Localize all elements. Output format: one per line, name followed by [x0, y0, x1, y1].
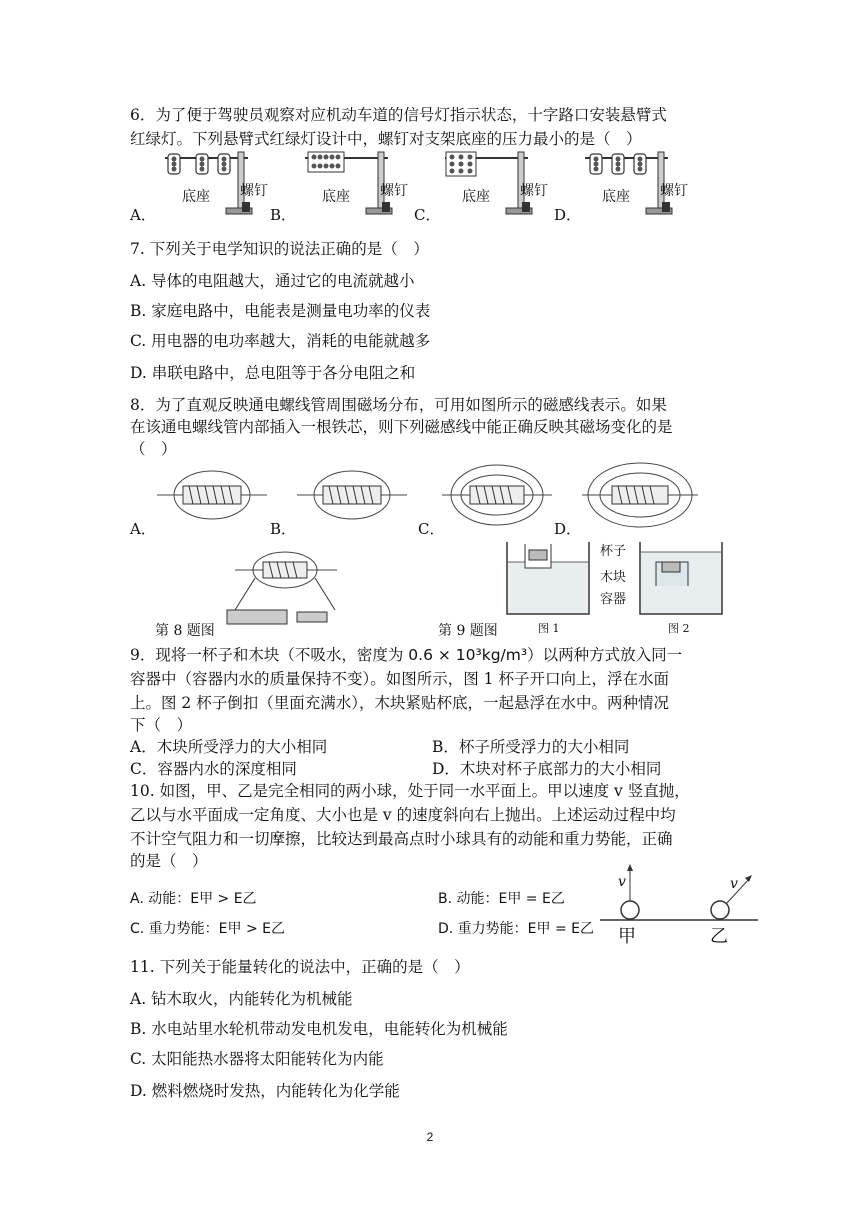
q11-stem: 11. 下列关于能量转化的说法中，正确的是（ ）	[130, 958, 470, 976]
q6-option-d: D．	[554, 206, 582, 224]
q6-stem-line1: 6．为了便于驾驶员观察对应机动车道的信号灯指示状态，十字路口安装悬臂式	[130, 106, 667, 124]
q8-figure-c	[440, 462, 555, 528]
q9-density: 0.6 × 10³kg/m³	[408, 646, 528, 664]
q9-cup-label: 杯子	[600, 544, 627, 559]
q9-stem-line4: 下（ ）	[130, 716, 193, 734]
q10-fig-yi: 乙	[710, 926, 728, 947]
q9-fig2-label: 图 2	[668, 622, 690, 635]
q9-stem-line2: 容器中（容器内水的质量保持不变）。如图所示，图 1 杯子开口向上，浮在水面	[130, 670, 669, 688]
q10-fig-v2: v	[730, 876, 738, 892]
q8-figure-d	[580, 460, 700, 530]
q9-stem-line1	[130, 644, 682, 666]
q9-stem-line3: 上。图 2 杯子倒扣（里面充满水），木块紧贴杯底，一起悬浮在水中。两种情况	[130, 694, 669, 712]
q9-block-label: 木块	[600, 570, 627, 585]
q8-figure-caption: 第 8 题图	[155, 623, 215, 639]
q10-option-d: D. 重力势能：E甲 = E乙	[438, 921, 595, 937]
q11-option-d: D. 燃料燃烧时发热，内能转化为化学能	[130, 1082, 400, 1100]
q10-option-a: A. 动能：E甲 > E乙	[130, 891, 257, 907]
q7-option-a: A. 导体的电阻越大，通过它的电流就越小	[130, 272, 415, 290]
q6-a-screw-label: 螺钉	[240, 183, 268, 199]
q6-a-base-label: 底座	[182, 189, 210, 205]
q6-c-screw-label: 螺钉	[520, 183, 548, 199]
q10-stem-line4: 的是（ ）	[130, 852, 208, 870]
q9-option-b: B．杯子所受浮力的大小相同	[432, 738, 630, 756]
q8-figure-a	[155, 466, 270, 524]
q6-option-c: C．	[414, 206, 441, 224]
q8-stem-line1: 8．为了直观反映通电螺线管周围磁场分布，可用如图所示的磁感线表示。如果	[130, 396, 667, 414]
q6-d-screw-label: 螺钉	[660, 183, 688, 199]
q7-option-d: D. 串联电路中，总电阻等于各分电阻之和	[130, 364, 416, 382]
q10-stem-line2: 乙以与水平面成一定角度、大小也是 v 的速度斜向右上抛出。上述运动过程中均	[130, 806, 676, 824]
q11-option-a: A. 钻木取火，内能转化为机械能	[130, 990, 353, 1008]
q6-stem-line2: 红绿灯。下列悬臂式红绿灯设计中，螺钉对支架底座的压力最小的是（ ）	[130, 130, 642, 148]
q6-option-a: A．	[130, 206, 156, 224]
q8-option-b: B．	[270, 520, 297, 538]
q9-figure-caption: 第 9 题图	[438, 623, 498, 639]
q11-option-b: B. 水电站里水轮机带动发电机发电，电能转化为机械能	[130, 1020, 508, 1038]
q10-option-b: B. 动能：E甲 = E乙	[438, 891, 565, 907]
q10-stem-line1: 10. 如图，甲、乙是完全相同的两小球，处于同一水平面上。甲以速度 v 竖直抛，	[130, 782, 690, 800]
q8-stem-line3: （ ）	[130, 440, 177, 458]
q7-option-b: B. 家庭电路中，电能表是测量电功率的仪表	[130, 302, 431, 320]
q10-option-c: C. 重力势能：E甲 > E乙	[130, 921, 285, 937]
q8-main-figure	[225, 548, 345, 632]
q9-container-label: 容器	[600, 592, 627, 607]
page-number: 2	[426, 1130, 434, 1144]
q8-figure-b	[295, 466, 410, 524]
q9-stem-line1-b: ）以两种方式放入同一	[527, 646, 683, 664]
q9-stem-line1-a: 9．现将一杯子和木块（不吸水，密度为	[130, 646, 409, 664]
q10-stem-line3: 不计空气阻力和一切摩擦，比较达到最高点时小球具有的动能和重力势能，正确	[130, 830, 673, 848]
q6-b-base-label: 底座	[322, 189, 350, 205]
q8-stem-line2: 在该通电螺线管内部插入一根铁芯，则下列磁感线中能正确反映其磁场变化的是	[130, 418, 673, 436]
q7-stem: 7. 下列关于电学知识的说法正确的是（ ）	[130, 240, 429, 258]
q9-option-d: D．木块对杯子底部力的大小相同	[432, 760, 662, 778]
q9-option-c: C．容器内水的深度相同	[130, 760, 297, 778]
q7-option-c: C. 用电器的电功率越大，消耗的电能就越多	[130, 332, 431, 350]
q9-option-a: A．木块所受浮力的大小相同	[130, 738, 328, 756]
q9-fig1-label: 图 1	[538, 622, 560, 635]
q9-container-figure-2	[636, 540, 726, 628]
q9-container-figure-1	[503, 540, 593, 628]
q10-fig-v1: v	[618, 874, 626, 890]
q6-c-base-label: 底座	[462, 189, 490, 205]
q6-d-base-label: 底座	[602, 189, 630, 205]
q8-option-d: D．	[554, 520, 582, 538]
q8-option-c: C．	[418, 520, 445, 538]
q6-b-screw-label: 螺钉	[380, 183, 408, 199]
q6-option-b: B．	[270, 206, 297, 224]
q8-option-a: A．	[130, 520, 156, 538]
q11-option-c: C. 太阳能热水器将太阳能转化为内能	[130, 1050, 384, 1068]
q10-fig-jia: 甲	[618, 926, 636, 947]
